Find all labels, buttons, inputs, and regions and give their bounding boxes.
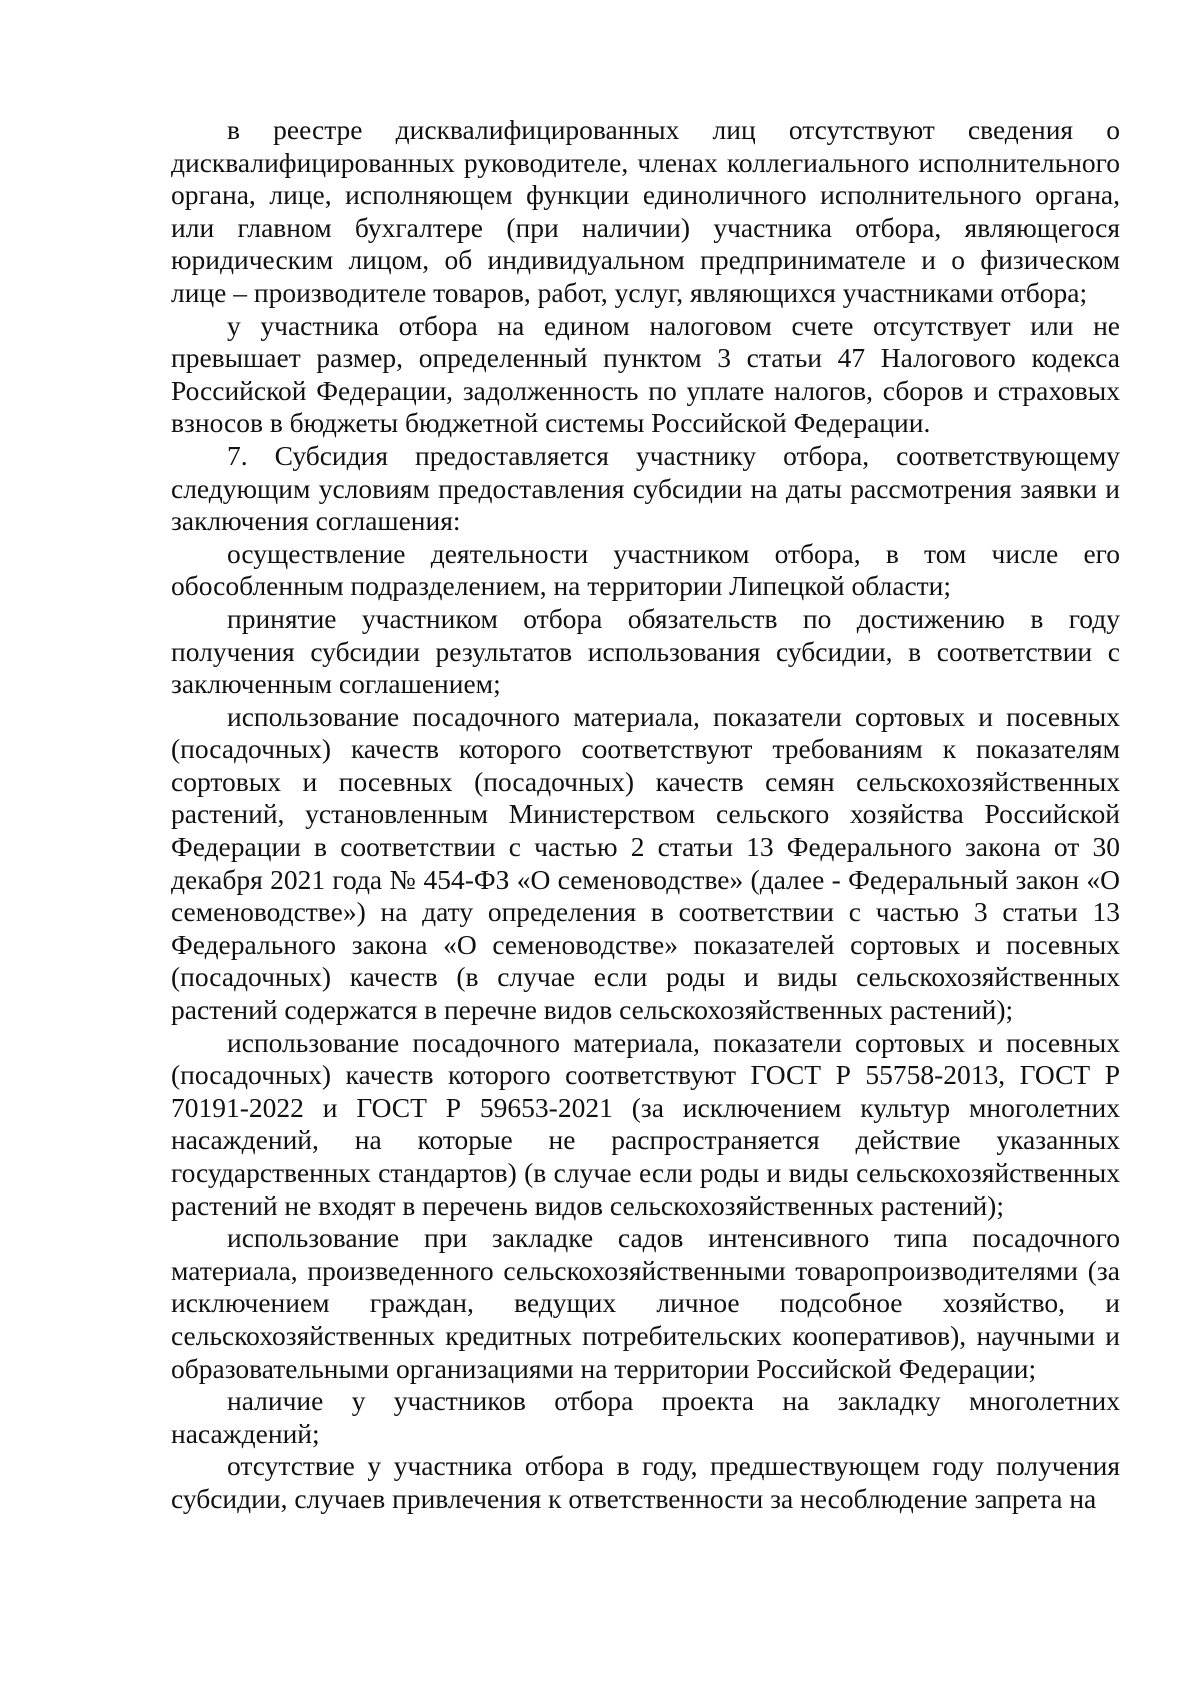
paragraph-lipetsk-activity: осуществление деятельности участником отбора, в том числе его обособленным подразделением, на территории Липецкой области; xyxy=(171,537,1120,602)
document-page xyxy=(171,114,1120,1516)
paragraph-project-availability: наличие у участников отбора проекта на закладку многолетних насаждений; xyxy=(171,1385,1120,1449)
paragraph-disqualified-registry: в реестре дисквалифицированных лиц отсутствуют сведения о дисквалифицированных руководителе, членах коллегиального исполнительного органа, лице, исполняющем функции единоличного исполнительного органа, или главном бухгалтере (при наличии) участника отбора, являющегося юридическим лицом, об индивидуальном предпринимателе и о физическом лице – производителе товаров, работ, услуг, являющихся участниками отбора; xyxy=(171,114,1120,308)
paragraph-no-liability: отсутствие у участника отбора в году, предшествующем году получения субсидии, случаев привлечения к ответственности за несоблюдение запрета на xyxy=(171,1450,1120,1514)
paragraph-planting-material-requirements: использование посадочного материала, показатели сортовых и посевных (посадочных) качеств которого соответствуют требованиям к показателям сортовых и посевных (посадочных) качеств семян сельскохозяйственных растений, установленным Министерством сельского хозяйства Российской Федерации в соответствии с частью 2 статьи 13 Федерального закона от 30 декабря 2021 года № 454-ФЗ «О семеноводстве» (далее - Федеральный закон «О семеноводстве») на дату определения в соответствии с частью 3 статьи 13 Федерального закона «О семеноводстве» показателей сортовых и посевных (посадочных) качеств (в случае если роды и виды сельскохозяйственных растений содержатся в перечне видов сельскохозяйственных растений); xyxy=(171,700,1120,1026)
paragraph-planting-material-gost: использование посадочного материала, показатели сортовых и посевных (посадочных) качеств которого соответствуют ГОСТ Р 55758-2013, ГОСТ Р 70191-2022 и ГОСТ Р 59653-2021 (за исключением культур многолетних насаждений, на которые не распространяется действие указанных государственных стандартов) (в случае если роды и виды сельскохозяйственных растений не входят в перечень видов сельскохозяйственных растений); xyxy=(171,1026,1120,1221)
paragraph-clause-7: 7. Субсидия предоставляется участнику отбора, соответствующему следующим условиям предоставления субсидии на даты рассмотрения заявки и заключения соглашения: xyxy=(171,439,1120,537)
paragraph-obligations: принятие участником отбора обязательств по достижению в году получения субсидии результатов использования субсидии, в соответствии с заключенным соглашением; xyxy=(171,602,1120,700)
paragraph-tax-debt: у участника отбора на едином налоговом счете отсутствует или не превышает размер, определенный пунктом 3 статьи 47 Налогового кодекса Российской Федерации, задолженность по уплате налогов, сборов и страховых взносов в бюджеты бюджетной системы Российской Федерации. xyxy=(171,309,1120,439)
paragraph-intensive-orchards: использование при закладке садов интенсивного типа посадочного материала, произведенного сельскохозяйственными товаропроизводителями (за исключением граждан, ведущих личное подсобное хозяйство, и сельскохозяйственных кредитных потребительских кооперативов), научными и образовательными организациями на территории Российской Федерации; xyxy=(171,1222,1120,1384)
